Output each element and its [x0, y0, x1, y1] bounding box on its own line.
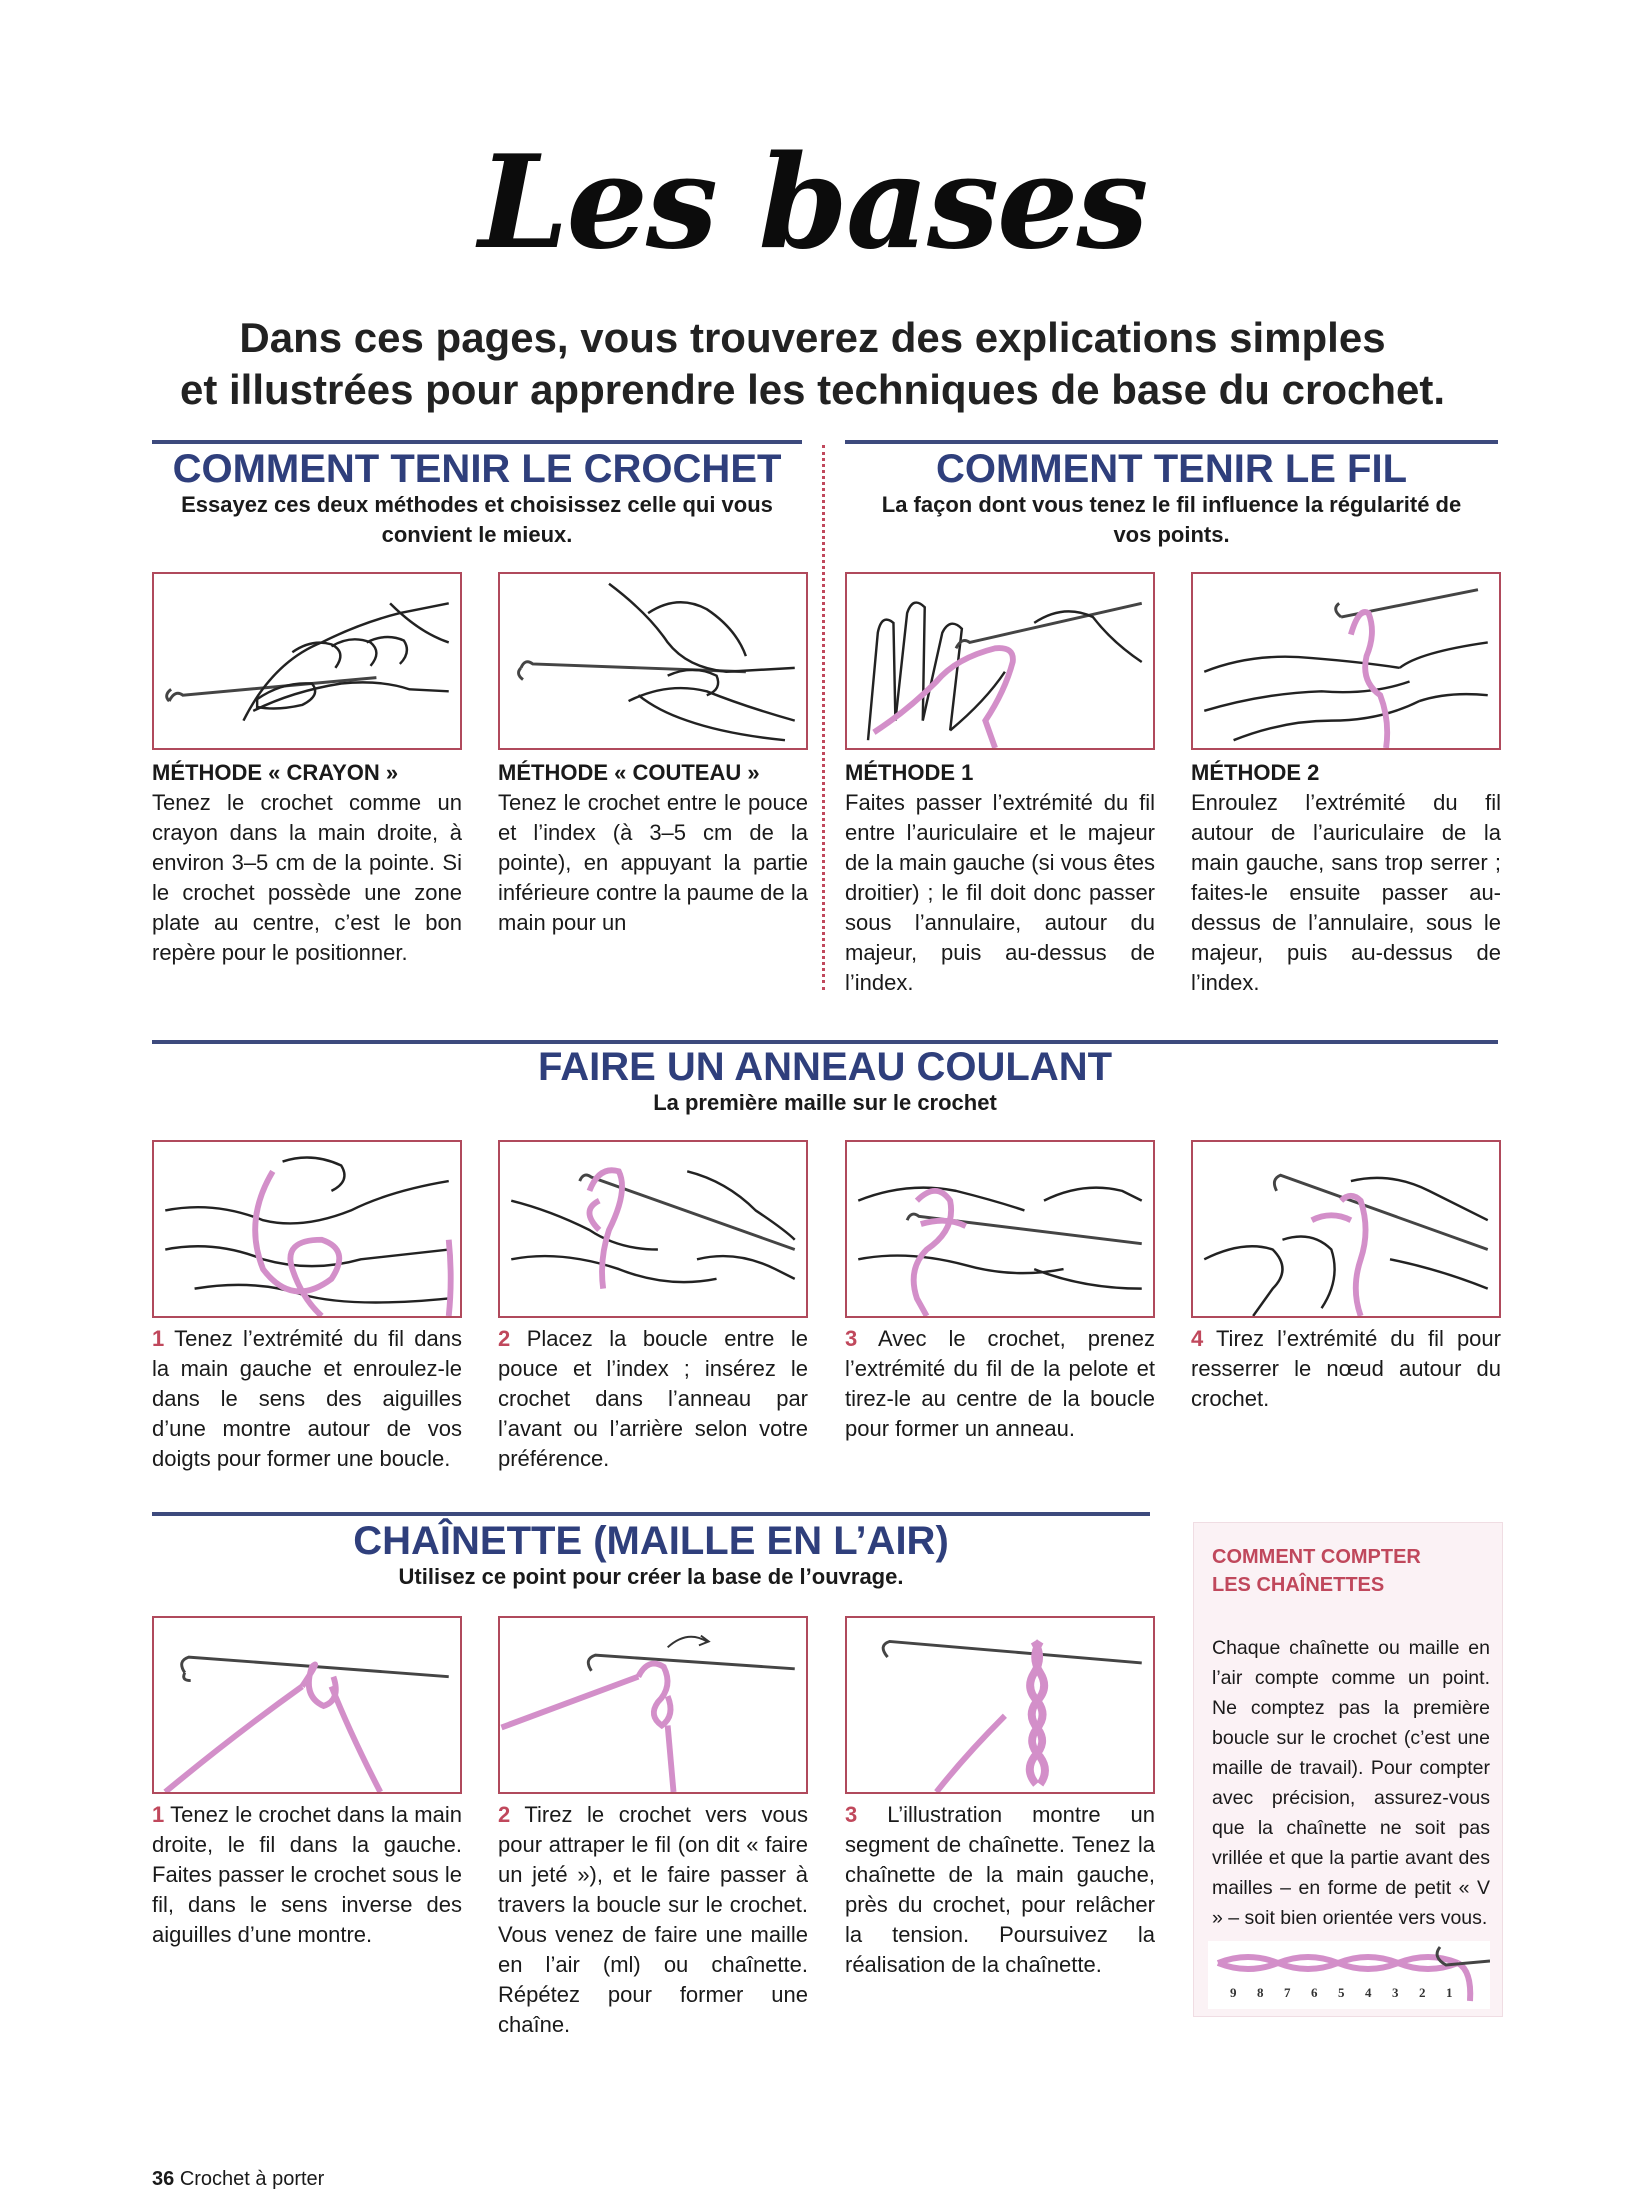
step-number: 4 — [1191, 1326, 1204, 1351]
illustration-slip-knot-step-3 — [845, 1140, 1155, 1318]
chain-tail — [1458, 1963, 1470, 2001]
step-number: 2 — [498, 1326, 511, 1351]
step-text: Tenez le crochet dans la main droite, le fil dans la gauche. Faites passer le crochet sous le fil, dans le sens inverse des aiguilles d’une montre. — [152, 1802, 462, 1947]
caption-slip-knot-step-2 — [498, 1324, 808, 1474]
sidebar-title-line-2: LES CHAÎNETTES — [1212, 1574, 1385, 1596]
step-number: 1 — [152, 1802, 165, 1827]
chain-count-label: 4 — [1365, 1985, 1372, 2000]
step-text: Avec le crochet, prenez l’extrémité du fil de la pelote et tirez-le au centre de la boucle pour former un anneau. — [845, 1326, 1155, 1441]
section-subtitle-chain: Utilisez ce point pour créer la base de l’ouvrage. — [398, 1564, 904, 1589]
method-heading: MÉTHODE 1 — [845, 760, 974, 785]
caption-knife-method — [498, 758, 808, 938]
method-text: Tenez le crochet comme un crayon dans la main droite, à environ 3–5 cm de la pointe. Si le crochet possède une zone plate au centre, c’est le bon repère pour le positionner. — [152, 790, 462, 965]
chain-count-label: 1 — [1446, 1985, 1453, 2000]
section-title-chain: CHAÎNETTE (MAILLE EN L’AIR) — [353, 1519, 949, 1563]
illustration-chain-step-1 — [152, 1616, 462, 1794]
subtitle-line-2: convient le mieux. — [381, 522, 573, 547]
chain-count-label: 2 — [1419, 1985, 1426, 2000]
intro-line-2: et illustrées pour apprendre les techniques de base du crochet. — [179, 366, 1446, 413]
step-text: Placez la boucle entre le pouce et l’index ; insérez le crochet dans l’anneau par l’avant ou l’arrière selon votre préférence. — [498, 1326, 808, 1471]
method-heading: MÉTHODE 2 — [1191, 760, 1320, 785]
chain-count-label: 6 — [1311, 1985, 1318, 2000]
section-rule-chain — [152, 1512, 1150, 1516]
illustration-pencil-method — [152, 572, 462, 750]
illustration-knife-method — [498, 572, 808, 750]
chain-count-label: 9 — [1230, 1985, 1237, 2000]
chain-count-illustration — [1208, 1941, 1490, 2009]
section-subtitle-hold-hook — [152, 490, 802, 550]
method-text: Faites passer l’extrémité du fil entre l’auriculaire et le majeur de la main gauche (si vous êtes droitier) ; le fil doit donc passer sous l’annulaire, autour du majeur, puis au-dessus de l’index. — [845, 790, 1155, 995]
caption-slip-knot-step-3 — [845, 1324, 1155, 1444]
step-text: Tenez l’extrémité du fil dans la main gauche et enroulez-le dans le sens des aiguilles d’une montre autour de vos doigts pour former une boucle. — [152, 1326, 462, 1471]
subtitle-line-1: La façon dont vous tenez le fil influence la régularité de — [881, 492, 1462, 517]
step-text: L’illustration montre un segment de chaînette. Tenez la chaînette de la main gauche, près du crochet, pour relâcher la tension. Poursuivez la réalisation de la chaînette. — [845, 1802, 1155, 1977]
step-number: 3 — [845, 1326, 858, 1351]
sidebar-text: Chaque chaînette ou maille en l’air compte comme un point. Ne comptez pas la première boucle sur le crochet (c’est une maille de travail). Pour compter avec précision, assurez-vous que la chaînette ne soit pas vrillée et que la partie avant des mailles – en forme de petit « V » – soit bien orientée vers vous. — [1212, 1637, 1490, 1929]
step-number: 1 — [152, 1326, 165, 1351]
illustration-slip-knot-step-4 — [1191, 1140, 1501, 1318]
caption-chain-step-3 — [845, 1800, 1155, 1980]
step-text: Tirez l’extrémité du fil pour resserrer le nœud autour du crochet. — [1191, 1326, 1501, 1411]
subtitle-line-1: Essayez ces deux méthodes et choisissez celle qui vous — [181, 492, 773, 517]
page-title: Les bases — [478, 128, 1147, 278]
illustration-slip-knot-step-2 — [498, 1140, 808, 1318]
section-title-hold-yarn: COMMENT TENIR LE FIL — [935, 447, 1408, 491]
sidebar-title — [1212, 1543, 1482, 1599]
step-number: 3 — [845, 1802, 858, 1827]
intro-line-1: Dans ces pages, vous trouverez des explications simples — [239, 314, 1386, 361]
section-rule-hook — [152, 440, 802, 444]
section-subtitle-hold-yarn — [845, 490, 1498, 550]
method-text: Tenez le crochet entre le pouce et l’index (à 3–5 cm de la pointe), en appuyant la partie inférieure contre la paume de la main pour un — [498, 790, 808, 935]
chain-count-label: 7 — [1284, 1985, 1291, 2000]
section-subtitle-slip-knot: La première maille sur le crochet — [653, 1090, 997, 1115]
method-heading: MÉTHODE « COUTEAU » — [498, 760, 760, 785]
illustration-chain-step-2 — [498, 1616, 808, 1794]
column-divider — [822, 445, 825, 990]
step-number: 2 — [498, 1802, 511, 1827]
caption-slip-knot-step-1 — [152, 1324, 462, 1474]
illustration-yarn-method-1 — [845, 572, 1155, 750]
caption-chain-step-2 — [498, 1800, 808, 2040]
page-number: 36 — [152, 2168, 175, 2190]
illustration-slip-knot-step-1 — [152, 1140, 462, 1318]
chain-count-label: 5 — [1338, 1985, 1345, 2000]
subtitle-line-2: vos points. — [1113, 522, 1230, 547]
chain-count-label: 8 — [1257, 1985, 1264, 2000]
chain-count-label: 3 — [1392, 1985, 1399, 2000]
page-footer — [152, 2168, 324, 2191]
section-rule-yarn — [845, 440, 1498, 444]
caption-slip-knot-step-4 — [1191, 1324, 1501, 1414]
method-heading: MÉTHODE « CRAYON » — [152, 760, 399, 785]
magazine-name: Crochet à porter — [179, 2168, 325, 2190]
sidebar-count-chains — [1193, 1522, 1503, 2017]
section-title-slip-knot: FAIRE UN ANNEAU COULANT — [537, 1045, 1113, 1089]
caption-chain-step-1 — [152, 1800, 462, 1950]
step-text: Tirez le crochet vers vous pour attraper le fil (on dit « faire un jeté »), et le faire passer à travers la boucle sur le crochet. Vous venez de faire une maille en l’air (ml) ou chaînette. Répétez pour former une chaîne. — [498, 1802, 808, 2037]
caption-yarn-method-1 — [845, 758, 1155, 998]
section-title-hold-hook: COMMENT TENIR LE CROCHET — [172, 447, 782, 491]
caption-yarn-method-2 — [1191, 758, 1501, 998]
method-text: Enroulez l’extrémité du fil autour de l’auriculaire de la main gauche, sans trop serrer ; faites-le ensuite passer au-dessus de l’annulaire, sous le majeur, puis au-dessus de l’index. — [1191, 790, 1501, 995]
sidebar-title-line-1: COMMENT COMPTER — [1212, 1546, 1421, 1568]
caption-pencil-method — [152, 758, 462, 968]
intro-text — [0, 312, 1625, 416]
chain-strand — [1218, 1963, 1458, 1969]
illustration-chain-step-3 — [845, 1616, 1155, 1794]
illustration-yarn-method-2 — [1191, 572, 1501, 750]
